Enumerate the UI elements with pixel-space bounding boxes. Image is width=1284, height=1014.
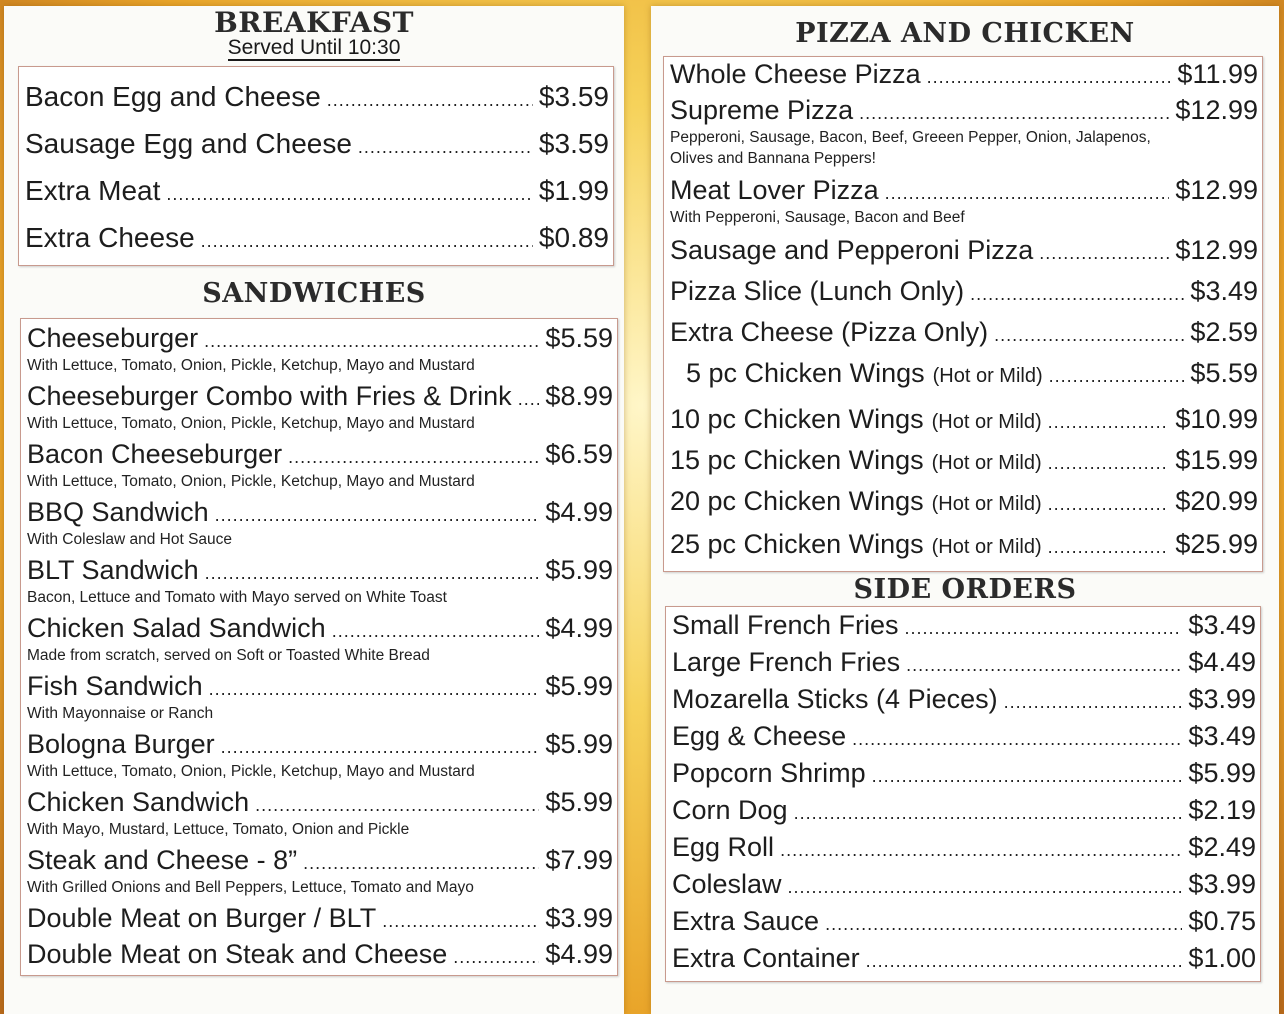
item-qualifier: (Hot or Mild) (931, 452, 1042, 474)
item-price: $12.99 (1175, 95, 1258, 125)
list-item (27, 845, 613, 876)
dot-leader (1048, 412, 1170, 433)
item-price: $8.99 (545, 381, 613, 411)
dot-leader (382, 911, 539, 932)
list-item (670, 175, 1258, 206)
dot-leader (215, 505, 540, 526)
dot-leader (1048, 453, 1170, 474)
item-name: Corn Dog (672, 795, 788, 825)
item-price: $1.00 (1188, 943, 1256, 973)
dot-leader (201, 231, 533, 252)
sandwiches-heading: SANDWICHES (202, 278, 426, 309)
item-price: $25.99 (1175, 529, 1258, 559)
item-description: With Pepperoni, Sausage, Bacon and Beef (670, 209, 965, 226)
item-price: $5.99 (545, 671, 613, 701)
list-item (670, 95, 1258, 126)
list-item (27, 671, 613, 702)
item-name: Extra Cheese (Pizza Only) (670, 317, 989, 347)
item-price: $4.49 (1188, 647, 1256, 677)
pizza-chicken-box (663, 56, 1263, 572)
dot-leader (825, 914, 1182, 935)
item-price: $12.99 (1175, 235, 1258, 265)
list-item (670, 404, 1258, 435)
dot-leader (255, 795, 539, 816)
sandwiches-box (20, 318, 618, 976)
item-price: $2.59 (1190, 317, 1258, 347)
item-price: $3.99 (1188, 684, 1256, 714)
item-price: $3.99 (1188, 869, 1256, 899)
item-name: Steak and Cheese - 8” (27, 845, 298, 875)
list-item (27, 939, 613, 970)
item-name: 20 pc Chicken Wings (670, 486, 924, 516)
item-price: $3.49 (1188, 721, 1256, 751)
item-description: With Mayo, Mustard, Lettuce, Tomato, Onion and Pickle (27, 821, 410, 838)
list-item (27, 903, 613, 934)
item-price: $5.99 (545, 787, 613, 817)
list-item (670, 486, 1258, 517)
item-price: $2.49 (1188, 832, 1256, 862)
item-name: Chicken Sandwich (27, 787, 250, 817)
item-price: $15.99 (1175, 445, 1258, 475)
item-price: $5.99 (545, 729, 613, 759)
item-name: Extra Container (672, 943, 860, 973)
item-name: BLT Sandwich (27, 555, 199, 585)
item-price: $6.59 (545, 439, 613, 469)
dot-leader (332, 621, 540, 642)
item-price: $4.99 (545, 497, 613, 527)
item-name: Chicken Salad Sandwich (27, 613, 326, 643)
dot-leader (885, 183, 1170, 204)
item-price: $0.75 (1188, 906, 1256, 936)
item-description: With Lettuce, Tomato, Onion, Pickle, Ketchup, Mayo and Mustard (27, 763, 475, 780)
side-orders-heading: SIDE ORDERS (853, 574, 1077, 605)
item-name: Double Meat on Steak and Cheese (27, 939, 448, 969)
dot-leader (970, 284, 1184, 305)
item-name: Small French Fries (672, 610, 899, 640)
item-price: $5.59 (545, 323, 613, 353)
dot-leader (872, 766, 1183, 787)
item-price: $11.99 (1177, 59, 1258, 89)
item-description: With Coleslaw and Hot Sauce (27, 531, 233, 548)
item-price: $0.89 (538, 222, 609, 253)
dot-leader (859, 103, 1169, 124)
item-name: Coleslaw (672, 869, 782, 899)
item-price: $3.59 (538, 128, 609, 159)
breakfast-subtitle: Served Until 10:30 (227, 36, 401, 59)
item-description: Made from scratch, served on Soft or Toasted White Bread (27, 647, 430, 664)
list-item (27, 381, 613, 412)
dot-leader (1039, 243, 1169, 264)
item-name: Meat Lover Pizza (670, 175, 879, 205)
item-qualifier: (Hot or Mild) (931, 493, 1042, 515)
item-description: Bacon, Lettuce and Tomato with Mayo served on White Toast (27, 589, 447, 606)
dot-leader (204, 331, 539, 352)
dot-leader (205, 563, 540, 584)
item-name: Pizza Slice (Lunch Only) (670, 276, 965, 306)
item-name: Sausage and Pepperoni Pizza (670, 235, 1034, 265)
item-name: Fish Sandwich (27, 671, 203, 701)
list-item (25, 81, 609, 113)
list-item (672, 869, 1256, 900)
item-description: With Lettuce, Tomato, Onion, Pickle, Ketchup, Mayo and Mustard (27, 473, 475, 490)
list-item (27, 323, 613, 354)
list-item (672, 647, 1256, 678)
item-name: Mozarella Sticks (4 Pieces) (672, 684, 998, 714)
item-description: With Grilled Onions and Bell Peppers, Lettuce, Tomato and Mayo (27, 879, 474, 896)
item-name: Egg & Cheese (672, 721, 847, 751)
dot-leader (927, 67, 1172, 88)
item-description: With Lettuce, Tomato, Onion, Pickle, Ketchup, Mayo and Mustard (27, 415, 475, 432)
item-price: $12.99 (1175, 175, 1258, 205)
dot-leader (994, 325, 1184, 346)
item-qualifier: (Hot or Mild) (931, 411, 1042, 433)
dot-leader (1004, 692, 1183, 713)
item-qualifier: (Hot or Mild) (931, 536, 1042, 558)
item-price: $3.99 (545, 903, 613, 933)
list-item (672, 758, 1256, 789)
item-name: BBQ Sandwich (27, 497, 209, 527)
list-item (27, 613, 613, 644)
item-name: Extra Sauce (672, 906, 820, 936)
list-item (672, 795, 1256, 826)
item-price: $4.99 (545, 613, 613, 643)
list-item (25, 175, 609, 207)
item-price: $5.99 (1188, 758, 1256, 788)
item-price: $5.99 (545, 555, 613, 585)
item-price: $5.59 (1190, 358, 1258, 388)
dot-leader (288, 447, 539, 468)
item-price: $3.59 (538, 81, 609, 112)
list-item (672, 610, 1256, 641)
list-item (670, 235, 1258, 266)
item-price: $2.19 (1188, 795, 1256, 825)
dot-leader (221, 737, 540, 758)
dot-leader (794, 803, 1183, 824)
dot-leader (166, 184, 533, 205)
item-name: 5 pc Chicken Wings (686, 358, 925, 388)
item-price: $3.49 (1190, 276, 1258, 306)
list-item (672, 721, 1256, 752)
item-name: Bacon Cheeseburger (27, 439, 283, 469)
list-item (672, 943, 1256, 974)
dot-leader (852, 729, 1182, 750)
item-name: Supreme Pizza (670, 95, 854, 125)
item-name: 10 pc Chicken Wings (670, 404, 924, 434)
dot-leader (518, 389, 540, 410)
list-item (672, 906, 1256, 937)
item-name: Cheeseburger (27, 323, 199, 353)
list-item (686, 358, 1258, 389)
side-orders-box (665, 606, 1261, 982)
list-item (670, 276, 1258, 307)
item-price: $10.99 (1175, 404, 1258, 434)
item-name: Extra Meat (25, 175, 161, 206)
item-name: Bologna Burger (27, 729, 215, 759)
dot-leader (1048, 494, 1170, 515)
dot-leader (905, 618, 1183, 639)
list-item (27, 729, 613, 760)
list-item (672, 832, 1256, 863)
dot-leader (327, 90, 533, 111)
list-item (670, 59, 1258, 90)
item-price: $3.49 (1188, 610, 1256, 640)
item-name: Whole Cheese Pizza (670, 59, 921, 89)
menu-page-left (4, 6, 624, 1014)
item-name: 15 pc Chicken Wings (670, 445, 924, 475)
item-description: Olives and Bannana Peppers! (670, 150, 876, 167)
item-name: Large French Fries (672, 647, 901, 677)
dot-leader (209, 679, 540, 700)
item-name: Extra Cheese (25, 222, 195, 253)
item-description: With Lettuce, Tomato, Onion, Pickle, Ketchup, Mayo and Mustard (27, 357, 475, 374)
list-item (670, 445, 1258, 476)
dot-leader (906, 655, 1182, 676)
item-price: $20.99 (1175, 486, 1258, 516)
item-price: $4.99 (545, 939, 613, 969)
item-name: Egg Roll (672, 832, 775, 862)
list-item (25, 222, 609, 254)
dot-leader (453, 947, 539, 968)
list-item (27, 439, 613, 470)
dot-leader (866, 951, 1183, 972)
item-price: $7.99 (545, 845, 613, 875)
item-description: With Mayonnaise or Ranch (27, 705, 214, 722)
dot-leader (1049, 366, 1185, 387)
dot-leader (358, 137, 533, 158)
dot-leader (1048, 537, 1170, 558)
item-name: 25 pc Chicken Wings (670, 529, 924, 559)
item-qualifier: (Hot or Mild) (932, 365, 1043, 387)
pizza-chicken-heading: PIZZA AND CHICKEN (795, 18, 1135, 49)
list-item (670, 529, 1258, 560)
list-item (27, 555, 613, 586)
menu-page-right (651, 6, 1279, 1014)
dot-leader (788, 877, 1183, 898)
list-item (670, 317, 1258, 348)
item-name: Popcorn Shrimp (672, 758, 866, 788)
item-description: Pepperoni, Sausage, Bacon, Beef, Greeen Pepper, Onion, Jalapenos, (670, 129, 1151, 146)
list-item (25, 128, 609, 160)
list-item (27, 497, 613, 528)
item-name: Bacon Egg and Cheese (25, 81, 321, 112)
list-item (672, 684, 1256, 715)
list-item (27, 787, 613, 818)
dot-leader (303, 853, 539, 874)
dot-leader (780, 840, 1182, 861)
breakfast-box (18, 66, 614, 266)
item-price: $1.99 (538, 175, 609, 206)
item-name: Cheeseburger Combo with Fries & Drink (27, 381, 512, 411)
breakfast-heading: BREAKFAST (214, 6, 414, 39)
item-name: Double Meat on Burger / BLT (27, 903, 377, 933)
item-name: Sausage Egg and Cheese (25, 128, 352, 159)
